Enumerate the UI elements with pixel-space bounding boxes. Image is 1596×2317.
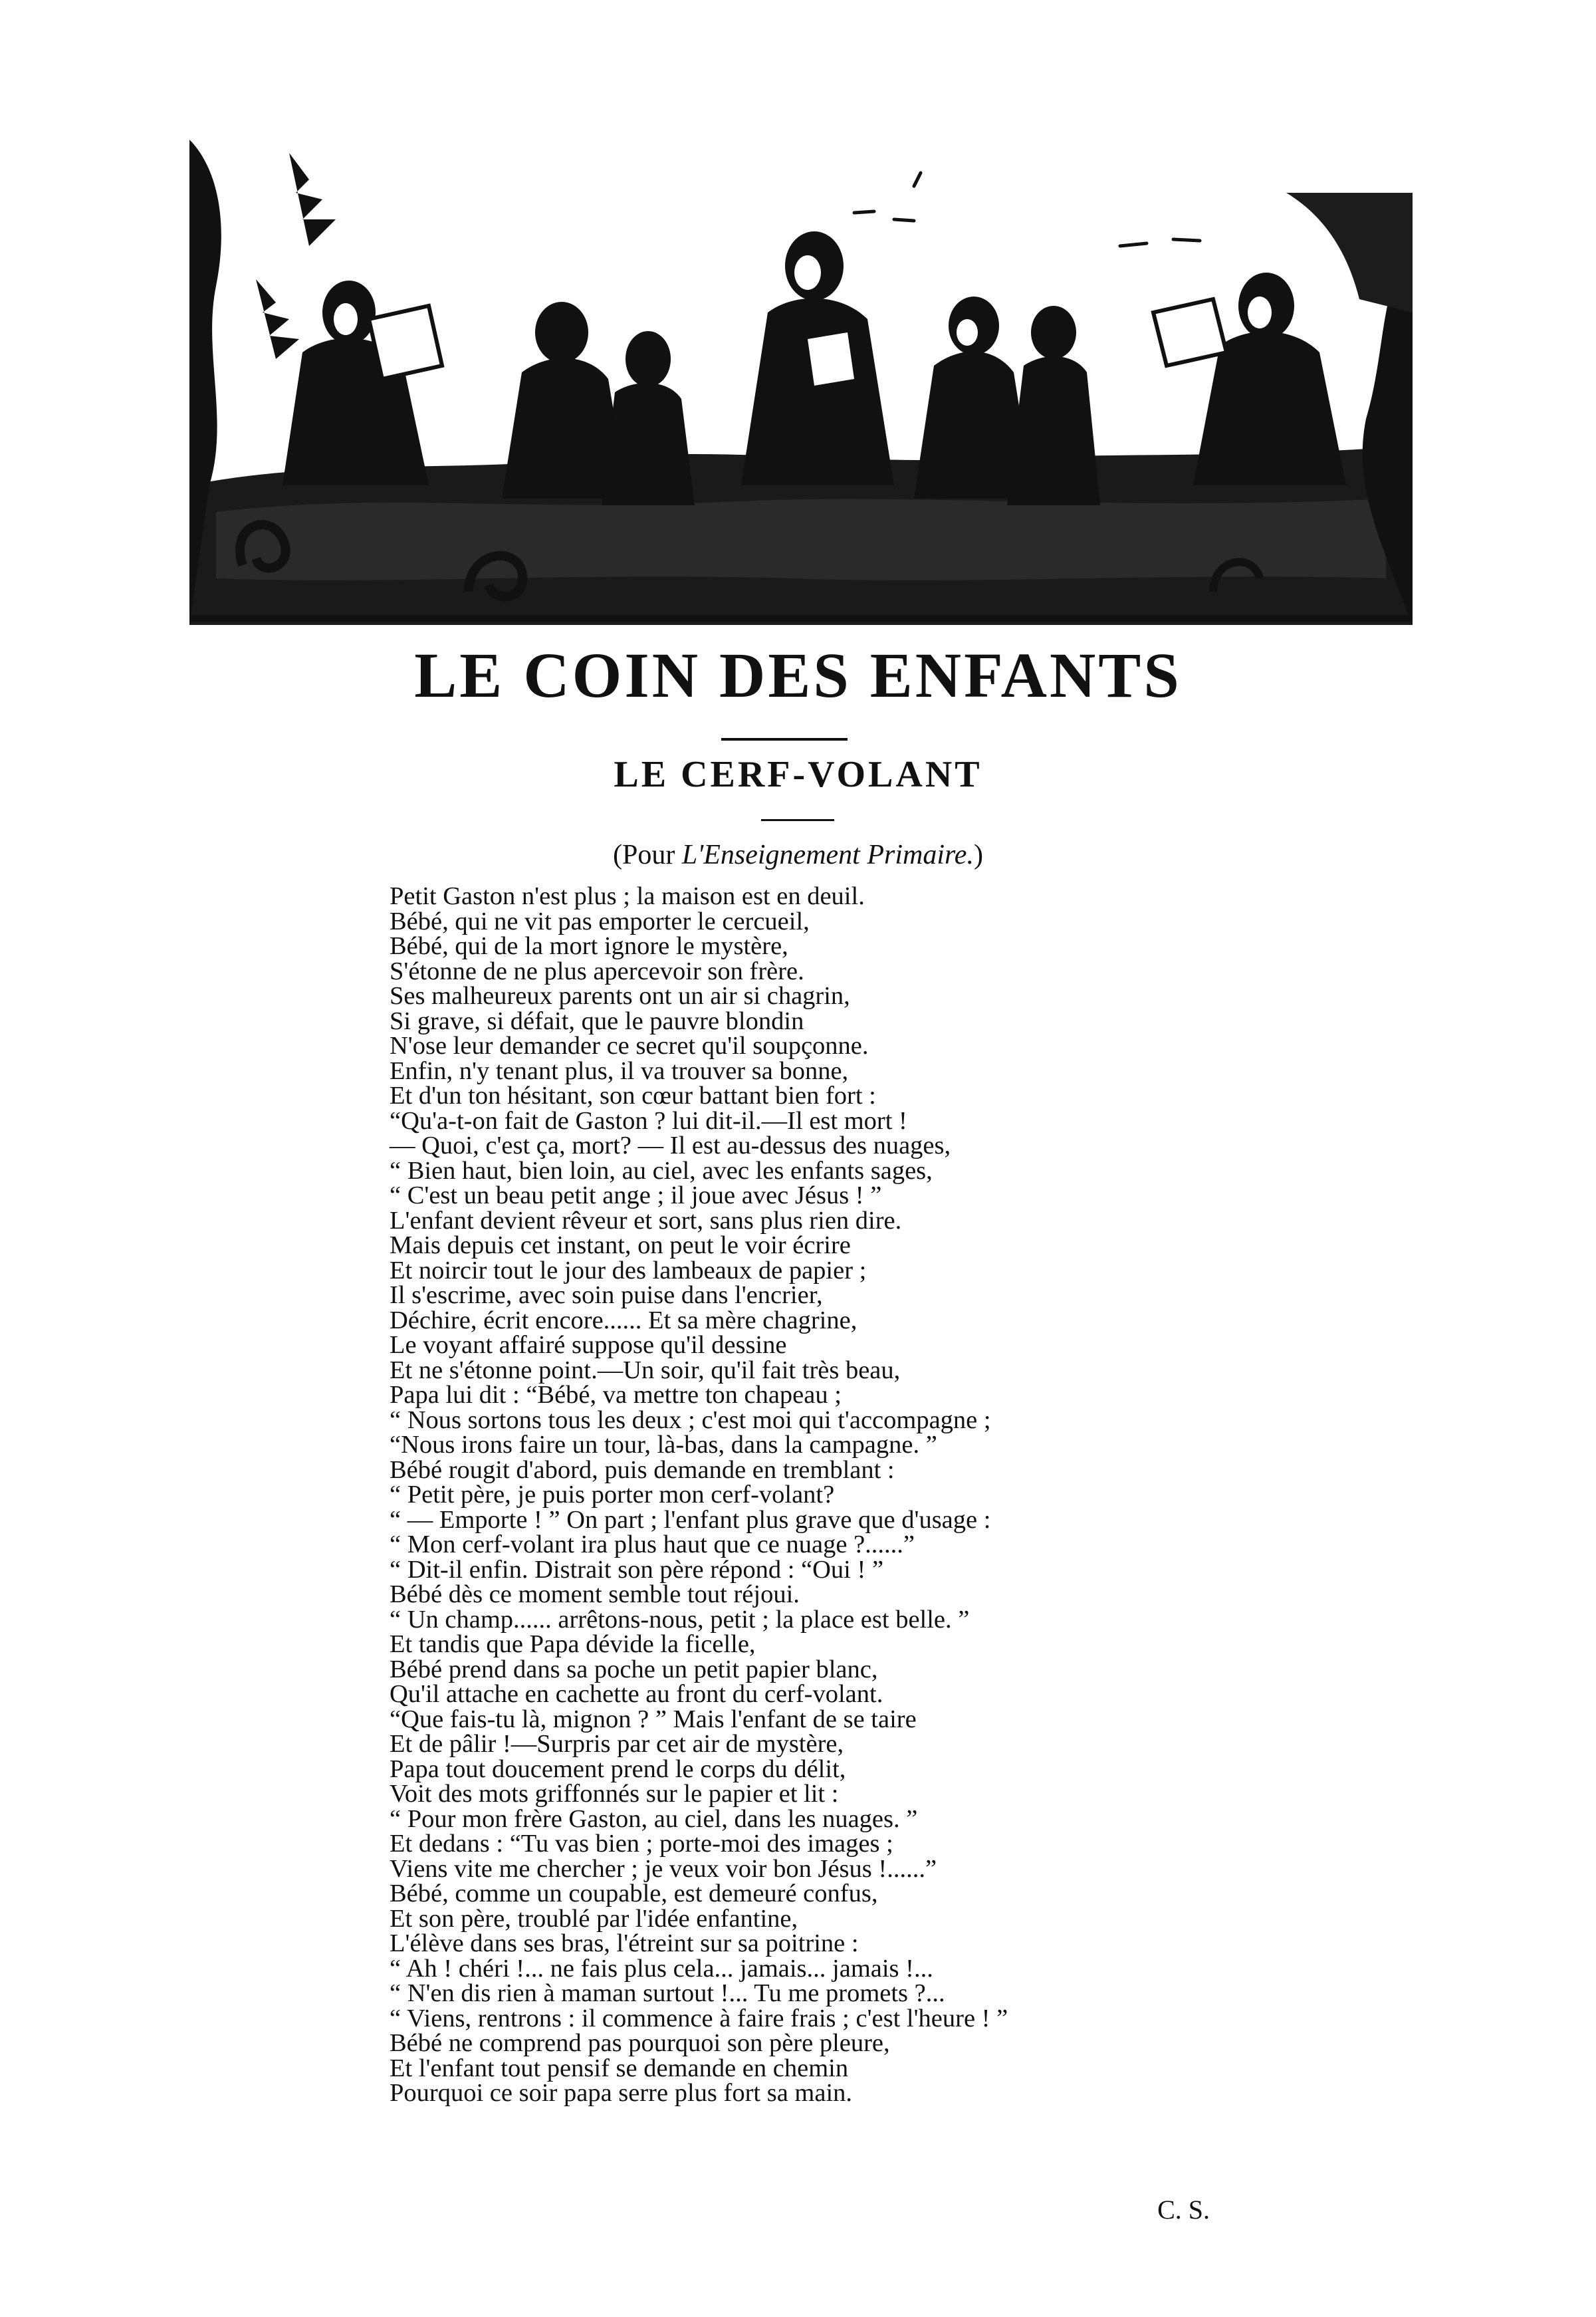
poem-line: Et tandis que Papa dévide la ficelle,: [390, 1630, 756, 1658]
poem-line: Déchire, écrit encore...... Et sa mère chagrine,: [390, 1306, 857, 1334]
poem-line: Il s'escrime, avec soin puise dans l'encrier,: [390, 1281, 823, 1309]
poem-line: Et noircir tout le jour des lambeaux de papier ;: [390, 1256, 867, 1284]
poem-line: “ Viens, rentrons : il commence à faire frais ; c'est l'heure ! ”: [390, 2004, 1008, 2032]
poem-line: Le voyant affairé suppose qu'il dessine: [390, 1331, 787, 1359]
poem-line: Et ne s'étonne point.—Un soir, qu'il fait très beau,: [390, 1356, 901, 1384]
poem-line: “ Petit père, je puis porter mon cerf-volant?: [390, 1481, 835, 1509]
poem-line: Bébé prend dans sa poche un petit papier blanc,: [390, 1655, 878, 1683]
poem-line: Mais depuis cet instant, on peut le voir écrire: [390, 1231, 851, 1259]
subtitle-divider: [761, 819, 834, 821]
poem-line: L'enfant devient rêveur et sort, sans plus rien dire.: [390, 1206, 902, 1235]
poem-line: “ Bien haut, bien loin, au ciel, avec les enfants sages,: [390, 1156, 933, 1185]
poem-line: Qu'il attache en cachette au front du cerf-volant.: [390, 1680, 883, 1708]
poem-line: L'élève dans ses bras, l'étreint sur sa poitrine :: [390, 1929, 859, 1957]
poem-title: LE CERF-VOLANT: [614, 754, 982, 795]
poem-line: “ Pour mon frère Gaston, au ciel, dans les nuages. ”: [390, 1804, 918, 1833]
poem-line: Ses malheureux parents ont un air si chagrin,: [390, 982, 850, 1010]
page-title: LE COIN DES ENFANTS: [414, 640, 1182, 711]
poem-line: Bébé, qui ne vit pas emporter le cercueil,: [390, 907, 810, 935]
author-signature: C. S.: [1157, 2195, 1210, 2225]
poem-line: “ Mon cerf-volant ira plus haut que ce nuage ?......”: [390, 1530, 915, 1558]
poem-line: Et son père, troublé par l'idée enfantine,: [390, 1904, 798, 1933]
dedication-publication: L'Enseignement Primaire.: [681, 840, 974, 870]
poem-line: “ Nous sortons tous les deux ; c'est moi qui t'accompagne ;: [390, 1405, 991, 1434]
poem-line: Et d'un ton hésitant, son cœur battant bien fort :: [390, 1082, 876, 1110]
poem-line: “Que fais-tu là, mignon ? ” Mais l'enfant de se taire: [390, 1705, 917, 1733]
poem-line: “ Un champ...... arrêtons-nous, petit ; la place est belle. ”: [390, 1605, 970, 1634]
poem-line: Bébé, comme un coupable, est demeuré confus,: [390, 1880, 878, 1907]
dedication-prefix: (Pour: [613, 840, 682, 870]
poem-line: “ Ah ! chéri !... ne fais plus cela... jamais... jamais !...: [390, 1954, 933, 1983]
header-illustration: [189, 113, 1413, 625]
poem-line: Voit des mots griffonnés sur le papier et lit :: [390, 1780, 839, 1808]
poem-body: [390, 884, 1333, 2106]
poem-line: Et de pâlir !—Surpris par cet air de mystère,: [390, 1730, 844, 1758]
poem-line: “ C'est un beau petit ange ; il joue avec Jésus ! ”: [390, 1181, 882, 1209]
title-divider: [721, 738, 848, 741]
poem-line: “ — Emporte ! ” On part ; l'enfant plus grave que d'usage :: [390, 1505, 991, 1534]
poem-line: N'ose leur demander ce secret qu'il soupçonne.: [390, 1032, 869, 1060]
poem-line: Si grave, si défait, que le pauvre blondin: [390, 1007, 804, 1035]
poem-line: Papa tout doucement prend le corps du délit,: [390, 1755, 846, 1783]
poem-line: Bébé ne comprend pas pourquoi son père pleure,: [390, 2029, 890, 2057]
poem-line: Viens vite me chercher ; je veux voir bon Jésus !......”: [390, 1854, 937, 1883]
dedication-suffix: ): [973, 840, 983, 870]
poem-line: “ N'en dis rien à maman surtout !... Tu me promets ?...: [390, 1979, 945, 2007]
poem-line: Papa lui dit : “Bébé, va mettre ton chapeau ;: [390, 1381, 842, 1409]
poem-line: “Nous irons faire un tour, là-bas, dans la campagne. ”: [390, 1431, 937, 1459]
poem-line: “Qu'a-t-on fait de Gaston ? lui dit-il.—Il est mort !: [390, 1106, 907, 1135]
poem-line: Enfin, n'y tenant plus, il va trouver sa bonne,: [390, 1056, 849, 1085]
poem-line: “ Dit-il enfin. Distrait son père répond : “Oui ! ”: [390, 1555, 884, 1584]
dedication: [0, 839, 1596, 871]
poem-line: Et dedans : “Tu vas bien ; porte-moi des images ;: [390, 1830, 893, 1858]
poem-line: Bébé, qui de la mort ignore le mystère,: [390, 932, 788, 960]
poem-line: S'étonne de ne plus apercevoir son frère.: [390, 957, 804, 985]
poem-line: Petit Gaston n'est plus ; la maison est en deuil.: [390, 882, 865, 910]
poem-line: Bébé rougit d'abord, puis demande en tremblant :: [390, 1455, 895, 1484]
poem-line: Et l'enfant tout pensif se demande en chemin: [390, 2054, 849, 2082]
poem-line: Pourquoi ce soir papa serre plus fort sa main.: [390, 2079, 853, 2107]
poem-line: — Quoi, c'est ça, mort? — Il est au-dessus des nuages,: [390, 1132, 951, 1159]
poem-line: Bébé dès ce moment semble tout réjoui.: [390, 1580, 800, 1608]
